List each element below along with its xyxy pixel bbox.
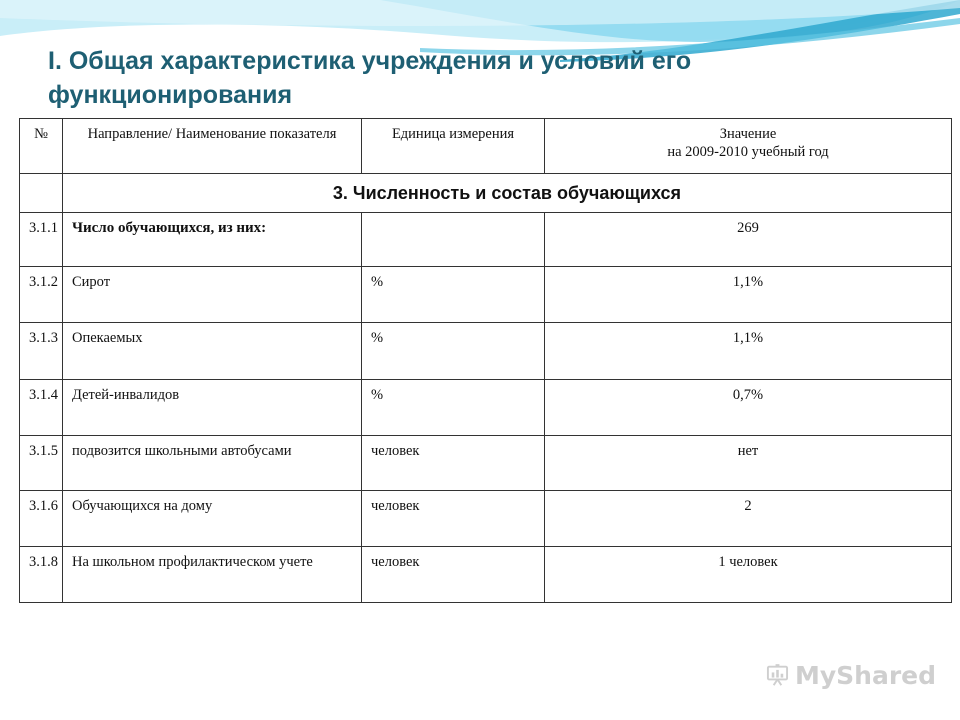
row-num: 3.1.8 <box>20 547 63 603</box>
row-unit <box>362 213 545 267</box>
header-value <box>545 119 952 174</box>
row-num: 3.1.2 <box>20 267 63 323</box>
table-row <box>20 267 952 323</box>
row-value: 0,7% <box>545 380 952 436</box>
row-value: 1 человек <box>545 547 952 603</box>
row-num: 3.1.1 <box>20 213 63 267</box>
table-row <box>20 547 952 603</box>
row-num: 3.1.6 <box>20 491 63 547</box>
table-row <box>20 436 952 491</box>
watermark-logo <box>766 655 936 695</box>
row-unit: % <box>362 323 545 380</box>
header-name: Направление/ Наименование показателя <box>63 119 362 174</box>
row-unit: человек <box>362 491 545 547</box>
header-value-line1: Значение <box>719 126 777 142</box>
table-header-row <box>20 119 952 174</box>
row-num: 3.1.4 <box>20 380 63 436</box>
table-row <box>20 491 952 547</box>
row-unit: человек <box>362 436 545 491</box>
row-unit: человек <box>362 547 545 603</box>
row-unit: % <box>362 267 545 323</box>
row-num: 3.1.3 <box>20 323 63 380</box>
header-value-line2: на 2009-2010 учебный год <box>667 144 829 160</box>
table-row <box>20 323 952 380</box>
header-num: № <box>20 119 63 174</box>
header-unit: Единица измерения <box>362 119 545 174</box>
row-value: нет <box>545 436 952 491</box>
row-name: Сирот <box>63 267 362 323</box>
presentation-board-icon <box>766 657 789 693</box>
row-name: Опекаемых <box>63 323 362 380</box>
slide-title: I. Общая характеристика учреждения и условий его функционирования <box>48 47 692 109</box>
row-name: На школьном профилактическом учете <box>63 547 362 603</box>
section-num-cell <box>20 174 63 213</box>
section-row <box>20 174 952 213</box>
row-name: Число обучающихся, из них: <box>63 213 362 267</box>
row-name: Детей-инвалидов <box>63 380 362 436</box>
row-value: 269 <box>545 213 952 267</box>
row-value: 2 <box>545 491 952 547</box>
watermark-text: MyShared <box>794 660 936 690</box>
row-value: 1,1% <box>545 267 952 323</box>
row-name: подвозится школьными автобусами <box>63 436 362 491</box>
section-title: 3. Численность и состав обучающихся <box>63 174 952 213</box>
row-unit: % <box>362 380 545 436</box>
indicators-table <box>19 118 952 603</box>
row-value: 1,1% <box>545 323 952 380</box>
table-row <box>20 213 952 267</box>
row-num: 3.1.5 <box>20 436 63 491</box>
row-name: Обучающихся на дому <box>63 491 362 547</box>
table-row <box>20 380 952 436</box>
